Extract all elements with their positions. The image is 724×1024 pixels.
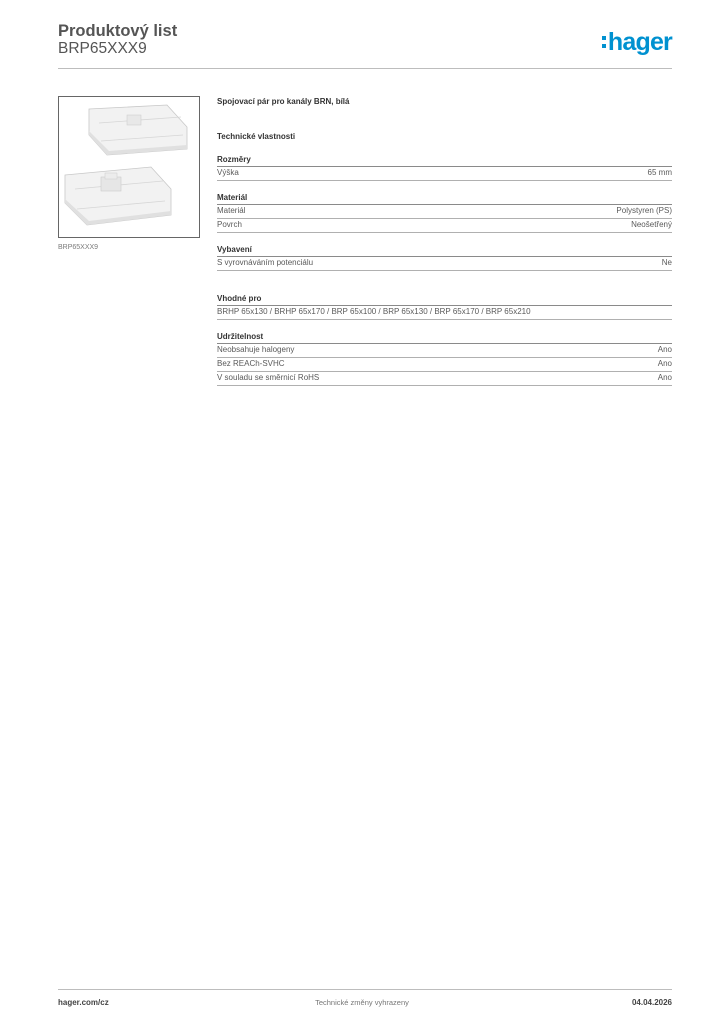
footer-notice: Technické změny vyhrazeny — [315, 998, 409, 1007]
spec-label: S vyrovnáváním potenciálu — [217, 258, 314, 267]
section-equipment — [217, 244, 672, 271]
spec-label: Bez REACh-SVHC — [217, 359, 285, 368]
section-title: Materiál — [217, 192, 672, 205]
spec-row — [217, 372, 672, 386]
product-details — [217, 96, 672, 386]
spec-label: Výška — [217, 168, 239, 177]
section-title: Udržitelnost — [217, 331, 672, 344]
section-title: Vhodné pro — [217, 293, 672, 306]
spec-label: V souladu se směrnicí RoHS — [217, 373, 320, 382]
hager-logo — [602, 28, 672, 56]
footer-divider — [58, 989, 672, 990]
image-caption: BRP65XXX9 — [58, 244, 99, 251]
spec-label: Materiál — [217, 206, 246, 215]
page-title: Produktový list — [58, 22, 178, 40]
connector-pair-illustration — [59, 97, 199, 237]
spec-value: Ne — [661, 258, 672, 267]
spec-row — [217, 205, 672, 219]
section-material — [217, 192, 672, 233]
footer-website-link[interactable]: hager.com/cz — [58, 998, 109, 1007]
section-title: Vybavení — [217, 244, 672, 257]
spec-value: Neošetřený — [631, 220, 672, 229]
spec-row — [217, 219, 672, 233]
spec-value: Polystyren (PS) — [616, 206, 672, 215]
product-image — [58, 96, 200, 238]
technical-properties-heading: Technické vlastnosti — [217, 132, 296, 141]
spec-value: Ano — [657, 345, 672, 354]
section-sustainability — [217, 331, 672, 386]
section-suitable-for — [217, 293, 672, 320]
compatibility-list — [217, 306, 672, 320]
spec-row — [217, 344, 672, 358]
spec-row — [217, 257, 672, 271]
spec-value: 65 mm — [647, 168, 672, 177]
spec-row — [217, 358, 672, 372]
spec-value: Ano — [657, 359, 672, 368]
spec-label: Povrch — [217, 220, 242, 229]
product-code: BRP65XXX9 — [58, 40, 147, 57]
spec-label: Neobsahuje halogeny — [217, 345, 295, 354]
compatible-products: BRHP 65x130 / BRHP 65x170 / BRP 65x100 / BRP 65x130 / BRP 65x170 / BRP 65x210 — [217, 307, 531, 316]
logo-text: hager — [607, 28, 672, 56]
section-title: Rozměry — [217, 154, 672, 167]
header-divider — [58, 68, 672, 69]
logo-dots-icon — [602, 34, 606, 50]
footer-date: 04.04.2026 — [631, 998, 672, 1007]
product-name: Spojovací pár pro kanály BRN, bílá — [217, 97, 350, 106]
spec-row — [217, 167, 672, 181]
spec-value: Ano — [657, 373, 672, 382]
section-dimensions — [217, 154, 672, 181]
